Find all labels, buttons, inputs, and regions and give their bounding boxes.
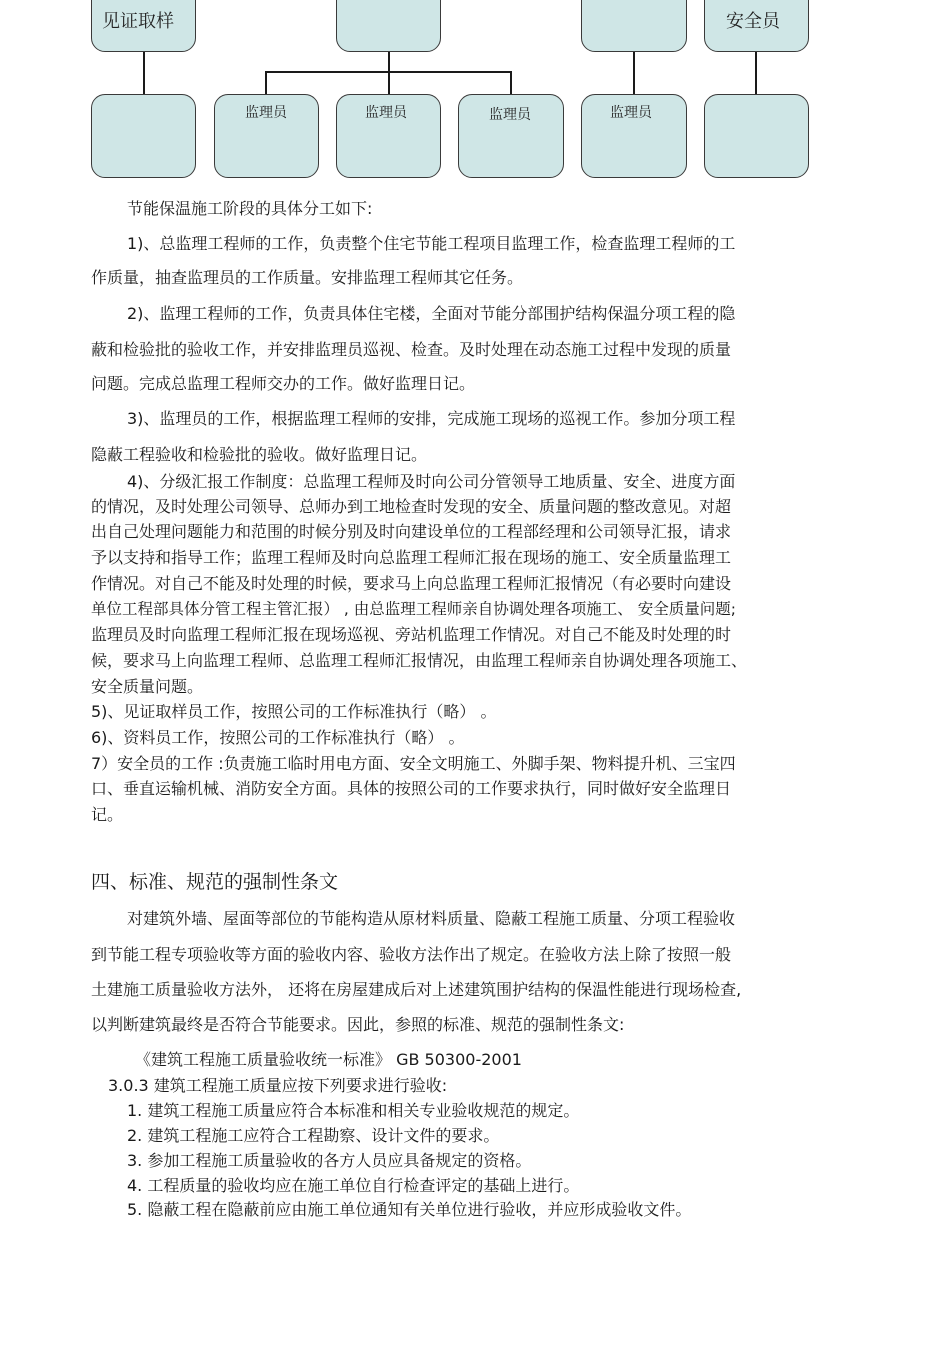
paragraph-line: 4)、分级汇报工作制度：总监理工程师及时向公司分管领导工地质量、安全、进度方面 xyxy=(127,472,736,491)
paragraph-line: 以判断建筑最终是否符合节能要求。因此，参照的标准、规范的强制性条文: xyxy=(91,1015,625,1034)
paragraph-line: 安全质量问题。 xyxy=(91,677,204,696)
org-box-label: 监理员 xyxy=(610,105,652,121)
paragraph-line: 问题。完成总监理工程师交办的工作。做好监理日记。 xyxy=(91,374,476,393)
connector-line xyxy=(633,50,635,95)
connector-line xyxy=(143,50,145,95)
paragraph-line: 3)、监理员的工作，根据监理工程师的安排，完成施工现场的巡视工作。参加分项工程 xyxy=(127,409,736,428)
connector-line xyxy=(388,50,390,72)
paragraph-line: 记。 xyxy=(91,805,124,824)
paragraph-line: 2)、监理工程师的工作，负责具体住宅楼，全面对节能分部围护结构保温分项工程的隐 xyxy=(127,304,736,323)
list-item: 3. 参加工程施工质量验收的各方人员应具备规定的资格。 xyxy=(127,1151,532,1170)
org-box-witness-sampling xyxy=(91,0,196,52)
paragraph-line: 单位工程部具体分管工程主管汇报） , 由总监理工程师亲自协调处理各项施工、 安全质量问题; xyxy=(91,600,736,618)
connector-line xyxy=(388,71,390,95)
paragraph-line: 监理员及时向监理工程师汇报在现场巡视、旁站机监理工作情况。对自己不能及时处理的时 xyxy=(91,625,732,644)
paragraph-line: 作情况。对自己不能及时处理的时候，要求马上向总监理工程师汇报情况（有必要时向建设 xyxy=(91,574,732,593)
list-item: 5. 隐蔽工程在隐蔽前应由施工单位通知有关单位进行验收，并应形成验收文件。 xyxy=(127,1200,692,1219)
paragraph-line: 作质量，抽查监理员的工作质量。安排监理工程师其它任务。 xyxy=(91,268,524,287)
paragraph-line: 出自己处理问题能力和范围的时候分别及时向建设单位的工程部经理和公司领导汇报，请求 xyxy=(91,522,732,541)
org-box-supervisor xyxy=(581,94,687,178)
org-box-label: 监理员 xyxy=(365,105,407,121)
org-box-safety-officer xyxy=(704,0,809,52)
connector-line xyxy=(265,71,267,95)
org-box-top xyxy=(581,0,687,52)
paragraph-line: 6)、资料员工作，按照公司的工作标准执行（略） 。 xyxy=(91,728,465,747)
paragraph-line: 到节能工程专项验收等方面的验收内容、验收方法作出了规定。在验收方法上除了按照一般 xyxy=(91,945,732,964)
section-heading: 四、标准、规范的强制性条文 xyxy=(91,871,339,893)
list-item: 4. 工程质量的验收均应在施工单位自行检查评定的基础上进行。 xyxy=(127,1176,580,1195)
org-box-bottom xyxy=(704,94,809,178)
connector-line xyxy=(510,71,512,95)
standard-title: 《建筑工程施工质量验收统一标准》 GB 50300-2001 xyxy=(135,1050,522,1069)
list-item: 1. 建筑工程施工质量应符合本标准和相关专业验收规范的规定。 xyxy=(127,1101,580,1120)
list-item: 2. 建筑工程施工应符合工程勘察、设计文件的要求。 xyxy=(127,1126,500,1145)
org-box-label: 监理员 xyxy=(489,107,531,123)
paragraph-line: 对建筑外墙、屋面等部位的节能构造从原材料质量、隐蔽工程施工质量、分项工程验收 xyxy=(127,909,736,928)
paragraph-line: 口、垂直运输机械、消防安全方面。具体的按照公司的工作要求执行，同时做好安全监理日 xyxy=(91,779,732,798)
org-box-supervisor xyxy=(458,94,564,178)
paragraph-line: 土建施工质量验收方法外， 还将在房屋建成后对上述建筑围护结构的保温性能进行现场检查, xyxy=(91,980,742,999)
org-box-supervisor xyxy=(214,94,319,178)
org-box-supervisor xyxy=(336,94,441,178)
paragraph-line: 的情况，及时处理公司领导、总师办到工地检查时发现的安全、质量问题的整改意见。对超 xyxy=(91,497,732,516)
paragraph-line: 7）安全员的工作 :负责施工临时用电方面、安全文明施工、外脚手架、物料提升机、三宝四 xyxy=(91,754,736,773)
org-box-label: 监理员 xyxy=(245,105,287,121)
paragraph-line: 予以支持和指导工作；监理工程师及时向总监理工程师汇报在现场的施工、安全质量监理工 xyxy=(91,548,732,567)
org-box-label: 见证取样 xyxy=(102,11,174,32)
paragraph-line: 候，要求马上向监理工程师、总监理工程师汇报情况，由监理工程师亲自协调处理各项施工、 xyxy=(91,651,748,670)
paragraph-line: 1)、总监理工程师的工作，负责整个住宅节能工程项目监理工作，检查监理工程师的工 xyxy=(127,234,736,253)
org-box-label: 安全员 xyxy=(726,11,780,32)
org-box-supervising-engineer xyxy=(336,0,441,52)
connector-line xyxy=(755,50,757,95)
org-box-bottom xyxy=(91,94,196,178)
clause-title: 3.0.3 建筑工程施工质量应按下列要求进行验收: xyxy=(108,1076,448,1095)
paragraph-line: 蔽和检验批的验收工作，并安排监理员巡视、检查。及时处理在动态施工过程中发现的质量 xyxy=(91,340,732,359)
paragraph-line: 隐蔽工程验收和检验批的验收。做好监理日记。 xyxy=(91,445,428,464)
paragraph-intro: 节能保温施工阶段的具体分工如下: xyxy=(127,199,373,218)
paragraph-line: 5)、见证取样员工作，按照公司的工作标准执行（略） 。 xyxy=(91,702,497,721)
